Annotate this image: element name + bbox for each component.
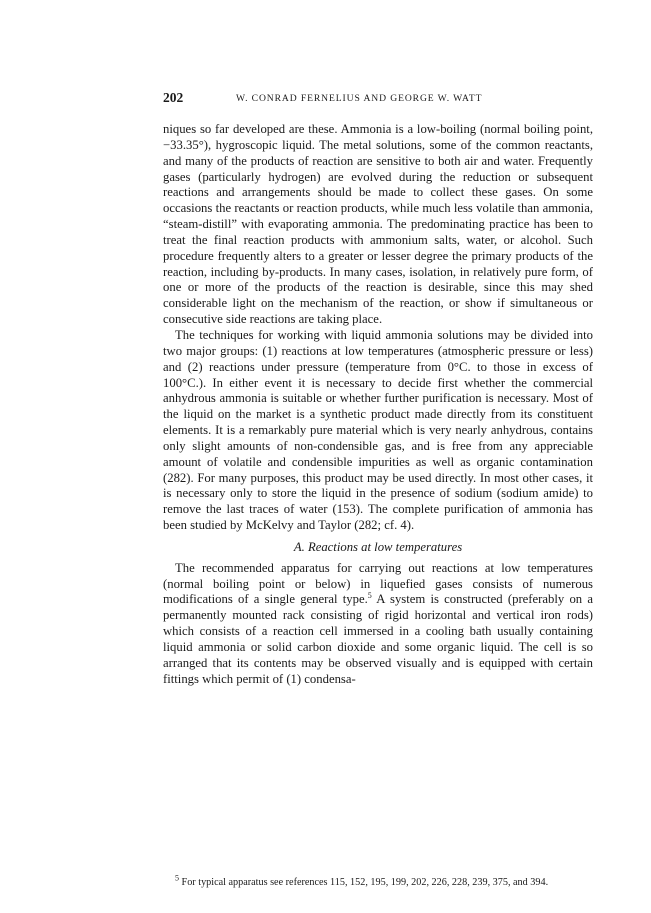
paragraph-continued: niques so far developed are these. Ammonia is a low-boiling (normal boiling point, −33.35°), hygroscopic liquid. The metal solutions, some of the common reactants, and many of the products of reaction are sensitive to both air and water. Frequently gases (particularly hydrogen) are evolved during the reduction or subsequent reactions and arrangements should be made to collect these gases. On some occasions the reactants or reaction products, while much less volatile than ammonia, “steam-distill” with evaporating ammonia. The predominating practice has been to treat the final reaction products with ammonium salts, water, or alcohol. Such procedure frequently alters to a greater or lesser degree the primary products of the reaction, including by-products. In many cases, isolation, in relatively pure form, of one or more of the products of the reaction is desirable, since this may shed considerable light on the mechanism of the reaction, or show if simultaneous or consecutive side reactions are taking place. (163, 122, 593, 327)
paragraph-apparatus-end: A system is constructed (preferably on a permanently mounted rack consisting of rigid horizontal and vertical iron rods) which consists of a reaction cell immersed in a cooling bath usually containing liquid ammonia or solid carbon dioxide and some organic liquid. The cell is so arranged that its contents may be observed visually and is equipped with certain fittings which permit of (1) condensa- (163, 592, 594, 686)
footnote (163, 873, 593, 889)
body-text (163, 122, 593, 688)
running-title: W. CONRAD FERNELIUS AND GEORGE W. WATT (236, 93, 483, 104)
section-letter: A. (293, 539, 305, 554)
paragraph-apparatus-start: The recommended apparatus for carrying out reactions at low temperatures (normal boiling point or below) in liquefied gases consists of numerous modifications of a single general type. (163, 560, 593, 607)
footnote-reference: 5 (367, 591, 372, 601)
footnote-mark: 5 (175, 873, 179, 883)
paragraph-apparatus (163, 561, 593, 688)
section-heading (163, 540, 593, 556)
section-title: Reactions at low temperatures (307, 539, 463, 554)
page-header (163, 90, 593, 106)
paragraph-techniques: The techniques for working with liquid ammonia solutions may be divided into two major groups: (1) reactions at low temperatures (atmospheric pressure or less) and (2) reactions under pressure (temperature from 0°C. to those in excess of 100°C.). In either event it is necessary to decide first whether the commercial anhydrous ammonia is suitable or whether further purification is necessary. Most of the liquid on the market is a synthetic product made directly from its constituent elements. It is a remarkably pure material which is very nearly anhydrous, contains only slight amounts of non-condensible gas, and is free from any appreciable amount of volatile and condensible impurities as well as organic contamination (282). For many purposes, this product may be used directly. In most other cases, it is necessary only to store the liquid in the presence of sodium (sodium amide) to remove the last traces of water (153). The complete purification of ammonia has been studied by McKelvy and Taylor (282; cf. 4). (163, 327, 593, 533)
footnote-text: For typical apparatus see references 115, 152, 195, 199, 202, 226, 228, 239, 375, and 394. (179, 877, 549, 888)
page-number: 202 (163, 90, 184, 105)
